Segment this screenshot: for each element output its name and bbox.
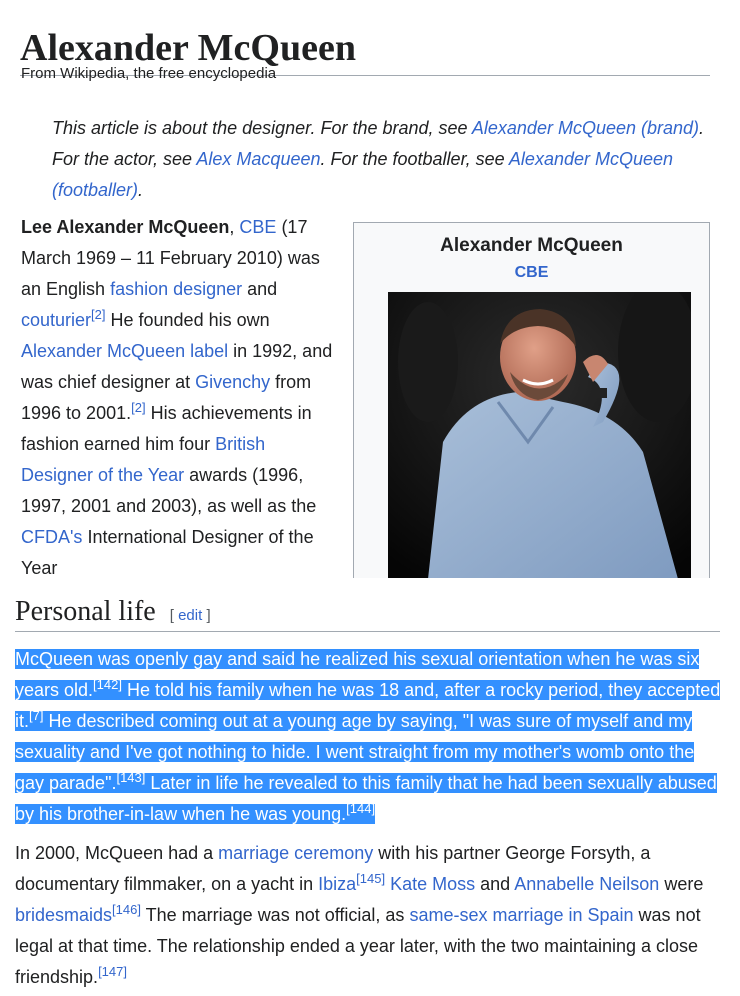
- link-kate-moss[interactable]: Kate Moss: [390, 874, 476, 894]
- citation-144[interactable]: [144]: [346, 801, 376, 816]
- paragraph-text: The marriage was not official, as: [140, 905, 410, 925]
- citation-2[interactable]: [2]: [131, 400, 146, 415]
- hatnote-text: . For the footballer, see: [320, 149, 509, 169]
- portrait-photo[interactable]: [388, 292, 691, 578]
- lead-text: His achievements in fashion earned him four: [21, 403, 312, 454]
- lead-text: and: [242, 279, 278, 299]
- citation-2[interactable]: [2]: [91, 307, 106, 322]
- hatnote-text: .: [138, 180, 144, 200]
- edit-bracket: ]: [202, 607, 211, 624]
- lead-text: (17 March 1969 – 11 February 2010) was an English: [21, 217, 320, 299]
- link-alexander-mcqueen-label[interactable]: Alexander McQueen label: [21, 341, 229, 361]
- lead-text: He founded his own: [105, 310, 270, 330]
- link-cbe[interactable]: CBE: [239, 217, 277, 237]
- site-tagline: From Wikipedia, the free encyclopedia: [21, 65, 277, 82]
- subject-name: Lee Alexander McQueen: [21, 217, 230, 237]
- link-alex-macqueen[interactable]: Alex Macqueen: [196, 149, 321, 169]
- link-couturier[interactable]: couturier: [21, 310, 92, 330]
- link-cfda[interactable]: CFDA's: [21, 527, 83, 547]
- personal-life-paragraph-1: [15, 644, 727, 830]
- personal-life-paragraph-2: [15, 838, 727, 993]
- infobox: [353, 222, 710, 578]
- citation-142[interactable]: [142]: [93, 677, 122, 692]
- lead-text: from 1996 to 2001.: [21, 372, 312, 423]
- selected-text[interactable]: [15, 649, 720, 824]
- paragraph-text: In 2000, McQueen had a: [15, 843, 219, 863]
- citation-7[interactable]: [7]: [29, 708, 44, 723]
- citation-146[interactable]: [146]: [112, 902, 141, 917]
- link-bridesmaids[interactable]: bridesmaids: [15, 905, 113, 925]
- paragraph-text: were: [659, 874, 704, 894]
- link-british-designer-of-the-year[interactable]: British Designer of the Year: [21, 434, 266, 485]
- link-alexander-mcqueen-footballer[interactable]: Alexander McQueen (footballer): [52, 149, 674, 200]
- edit-bracket: [: [169, 607, 179, 624]
- lead-text: International Designer of the Year: [21, 527, 314, 578]
- paragraph-text: He described coming out at a young age by saying, "I was sure of myself and my sexuality and I've got nothing to hide. I went straight from my mother's womb onto the gay parade".: [15, 711, 695, 793]
- link-ibiza[interactable]: Ibiza: [318, 874, 357, 894]
- paragraph-text: and: [475, 874, 515, 894]
- link-cbe-infobox[interactable]: CBE: [514, 264, 549, 281]
- edit-section-link: [170, 607, 211, 624]
- citation-145[interactable]: [145]: [356, 871, 386, 886]
- section-heading-personal-life: [15, 594, 720, 632]
- link-alexander-mcqueen-brand[interactable]: Alexander McQueen (brand): [471, 118, 700, 138]
- paragraph-text: He told his family when he was 18 and, after a rocky period, they accepted it.: [15, 680, 721, 731]
- paragraph-text: was not legal at that time. The relationship ended a year later, with the two maintaining a close friendship.: [15, 905, 701, 987]
- lead-paragraph: [21, 212, 339, 578]
- hatnote: [52, 113, 712, 206]
- section-title: Personal life: [15, 596, 156, 627]
- paragraph-text: Later in life he revealed to this family that he had been sexually abused by his brother-in-law when he was young.: [15, 773, 717, 824]
- paragraph-text: McQueen was openly gay and said he realized his sexual orientation when he was six years old.: [15, 649, 700, 700]
- lead-text: awards (1996, 1997, 2001 and 2003), as well as the: [21, 465, 317, 516]
- paragraph-text: with his partner George Forsyth, a documentary filmmaker, on a yacht in: [15, 843, 651, 894]
- link-annabelle-neilson[interactable]: Annabelle Neilson: [514, 874, 660, 894]
- hatnote-text: . For the actor, see: [52, 118, 705, 169]
- link-same-sex-marriage-in-spain[interactable]: same-sex marriage in Spain: [409, 905, 634, 925]
- infobox-honorific: [354, 262, 709, 284]
- infobox-title: Alexander McQueen: [440, 235, 623, 256]
- lead-text: ,: [229, 217, 240, 237]
- citation-143[interactable]: [143]: [116, 770, 146, 785]
- lead-text: in 1992, and was chief designer at: [21, 341, 333, 392]
- link-givenchy[interactable]: Givenchy: [195, 372, 271, 392]
- citation-147[interactable]: [147]: [98, 964, 127, 979]
- link-fashion-designer[interactable]: fashion designer: [110, 279, 243, 299]
- edit-link[interactable]: edit: [178, 607, 203, 624]
- hatnote-text: This article is about the designer. For the brand, see: [52, 118, 472, 138]
- page-title: Alexander McQueen: [20, 25, 710, 76]
- link-marriage-ceremony[interactable]: marriage ceremony: [218, 843, 374, 863]
